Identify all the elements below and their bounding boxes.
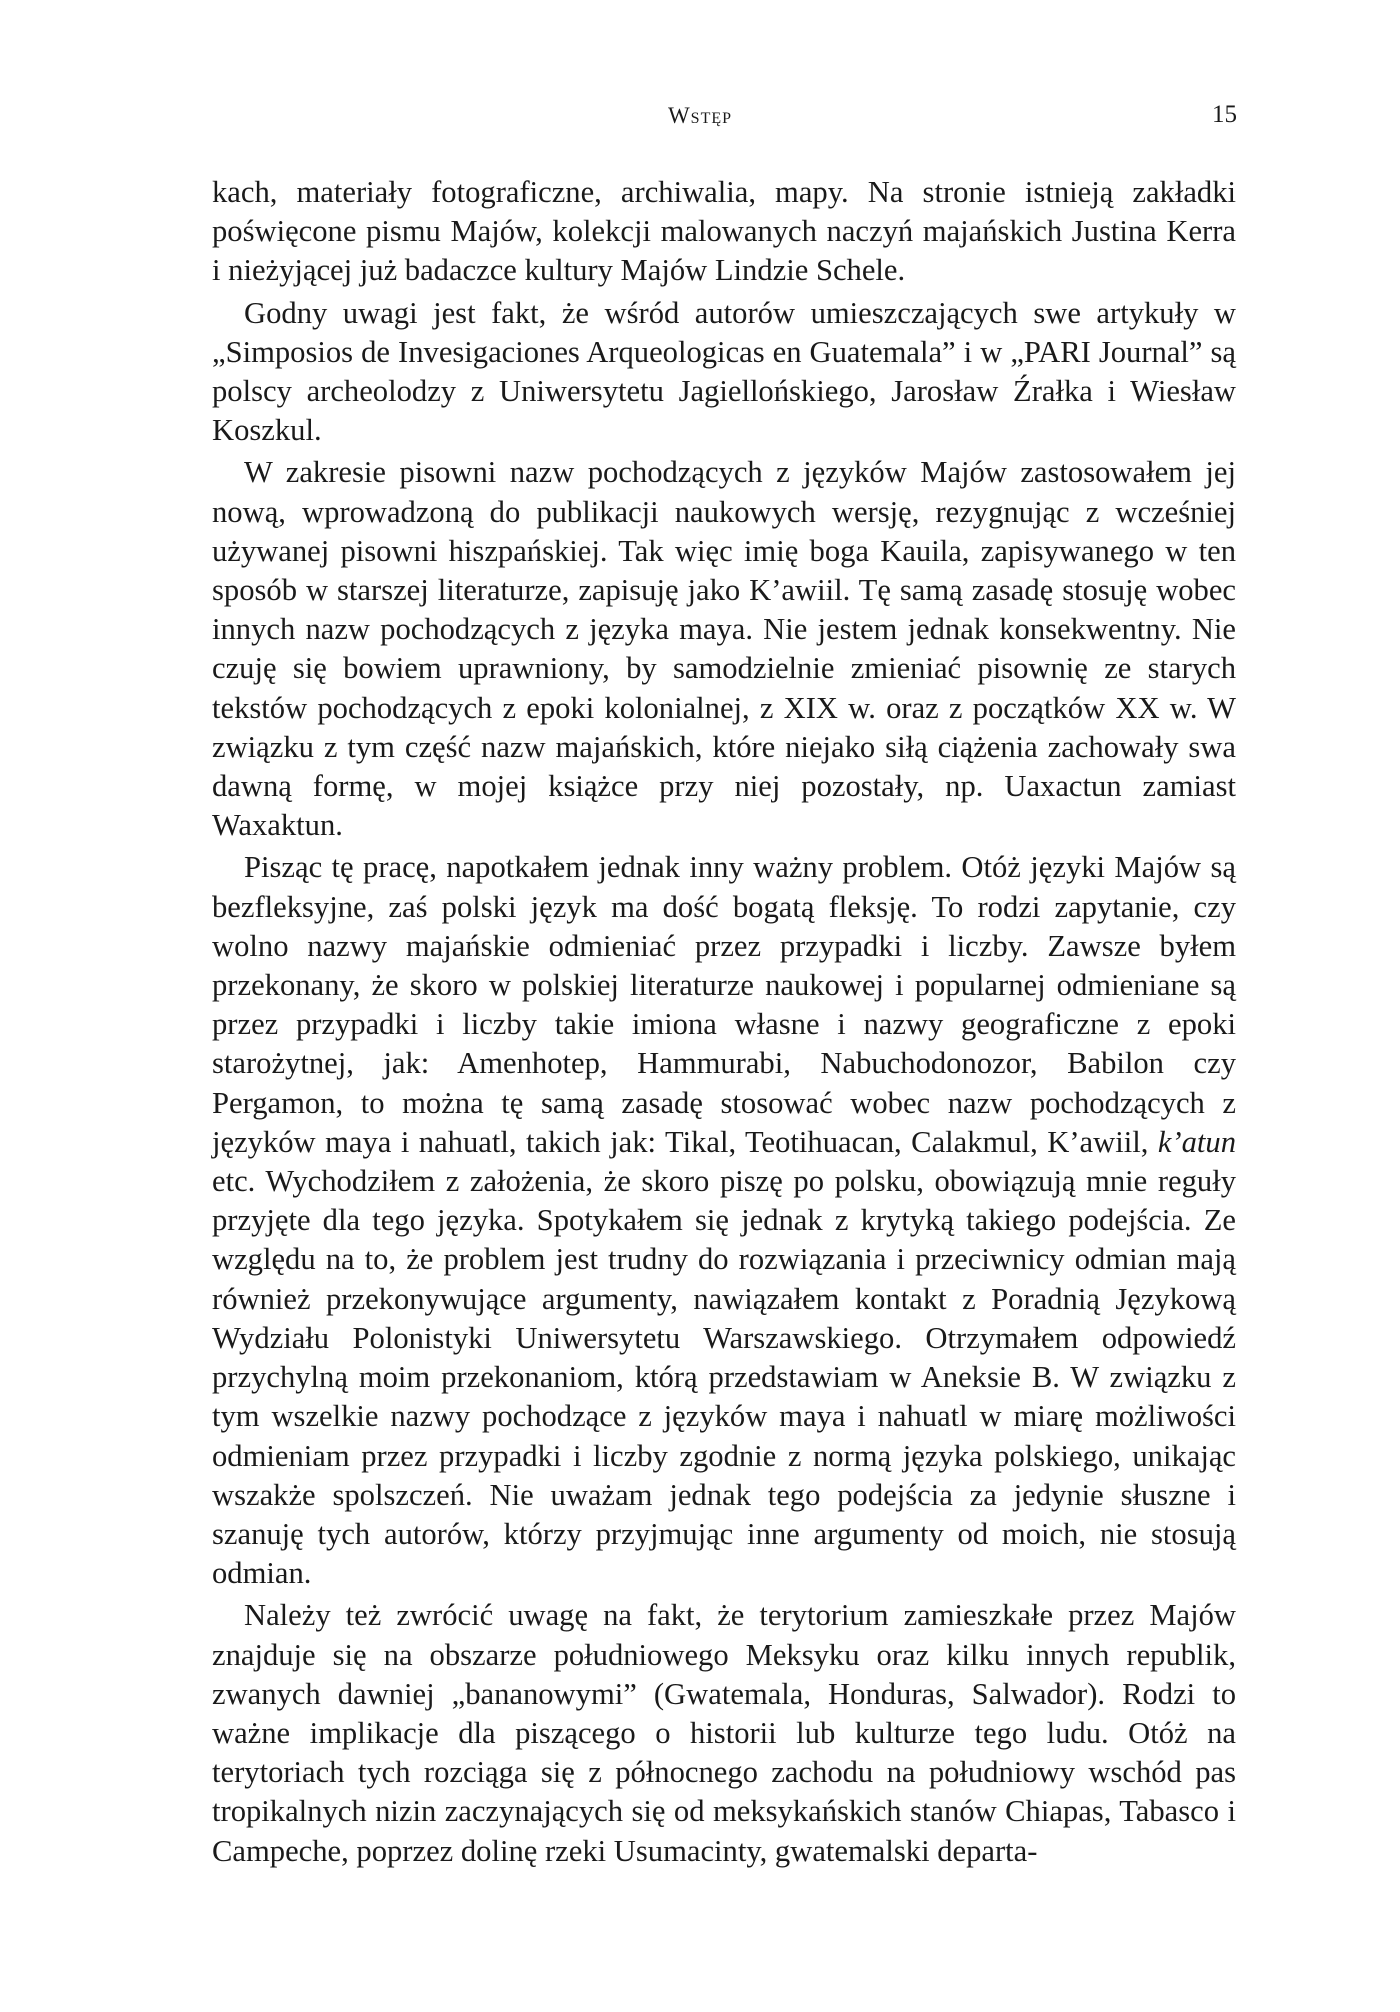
page-number: 15 — [1212, 101, 1237, 128]
paragraph-4-part-2: etc. Wychodziłem z założenia, że skoro piszę po polsku, obowiązują mnie reguły przyjęte dla tego języka. Spotykałem się jednak z krytyką takiego podejścia. Ze względu na to, że problem jest trudny do rozwiązania i przeciwnicy odmian mają również przekonywujące argumenty, nawiązałem kontakt z Poradnią Językową Wydziału Polonistyki Uniwersytetu Warszawskiego. Otrzymałem odpowiedź przychylną moim przekonaniom, którą przedstawiam w Aneksie B. W związku z tym wszelkie nazwy pochodzące z języków maya i nahuatl w miarę możliwości odmieniam przez przypadki i liczby zgodnie z normą języka polskiego, unikając wszakże spolszczeń. Nie uważam jednak tego podejścia za jedynie słuszne i szanuję tych autorów, którzy przyjmując inne argumenty od moich, nie stosują odmian. — [212, 1164, 1236, 1591]
running-title: Wstęp — [667, 103, 733, 128]
italic-term: k’atun — [1157, 1124, 1236, 1159]
paragraph-5: Należy też zwrócić uwagę na fakt, że terytorium zamieszkałe przez Majów znajduje się na obszarze południowego Meksyku oraz kilku innych republik, zwanych dawniej „bananowymi” (Gwatemala, Honduras, Salwador). Rodzi to ważne implikacje dla piszącego o historii lub kulturze tego ludu. Otóż na terytoriach tych rozciąga się z północnego zachodu na południowy wschód pas tropikalnych nizin zaczynających się od meksykańskich stanów Chiapas, Tabasco i Campeche, poprzez dolinę rzeki Usumacinty, gwatemalski departa- — [212, 1598, 1236, 1868]
paragraph-3: W zakresie pisowni nazw pochodzących z języków Majów zastosowałem jej nową, wprowadzoną do publikacji naukowych wersję, rezygnując z wcześniej używanej pisowni hiszpańskiej. Tak więc imię boga Kauila, zapisywanego w ten sposób w starszej literaturze, zapisuję jako K’awiil. Tę samą zasadę stosuję wobec innych nazw pochodzących z języka maya. Nie jestem jednak konsekwentny. Nie czuję się bowiem uprawniony, by samodzielnie zmieniać pisownię ze starych tekstów pochodzących z epoki kolonialnej, z XIX w. oraz z początków XX w. W związku z tym część nazw majańskich, które niejako siłą ciążenia zachowały swa dawną formę, w mojej książce przy niej pozostały, np. Uaxactun zamiast Waxaktun. — [212, 455, 1236, 843]
paragraph-4-part-1: Pisząc tę pracę, napotkałem jednak inny ważny problem. Otóż języki Majów są bezfleksyjne, zaś polski język ma dość bogatą fleksję. To rodzi zapytanie, czy wolno nazwy majańskie odmieniać przez przypadki i liczby. Zawsze byłem przekonany, że skoro w polskiej literaturze naukowej i popularnej odmieniane są przez przypadki i liczby takie imiona własne i nazwy geograficzne z epoki starożytnej, jak: Amenhotep, Hammurabi, Nabuchodonozor, Babilon czy Pergamon, to można tę samą zasadę stosować wobec nazw pochodzących z języków maya i nahuatl, takich jak: Tikal, Teotihuacan, Calakmul, K’awiil, — [212, 850, 1236, 1159]
paragraph-4 — [212, 848, 1236, 1593]
paragraph-2: Godny uwagi jest fakt, że wśród autorów umieszczających swe artykuły w „Simposios de Invesigaciones Arqueologicas en Guatemala” i w „PARI Journal” są polscy archeolodzy z Uniwersytetu Jagiellońskiego, Jarosław Źrałka i Wiesław Koszkul. — [212, 295, 1236, 448]
body-text — [212, 173, 1236, 1871]
paragraph-1: kach, materiały fotograficzne, archiwalia, mapy. Na stronie istnieją zakładki poświęcone pismu Majów, kolekcji malowanych naczyń majańskich Justina Kerra i nieżyjącej już badaczce kultury Majów Lindzie Schele. — [212, 175, 1236, 288]
